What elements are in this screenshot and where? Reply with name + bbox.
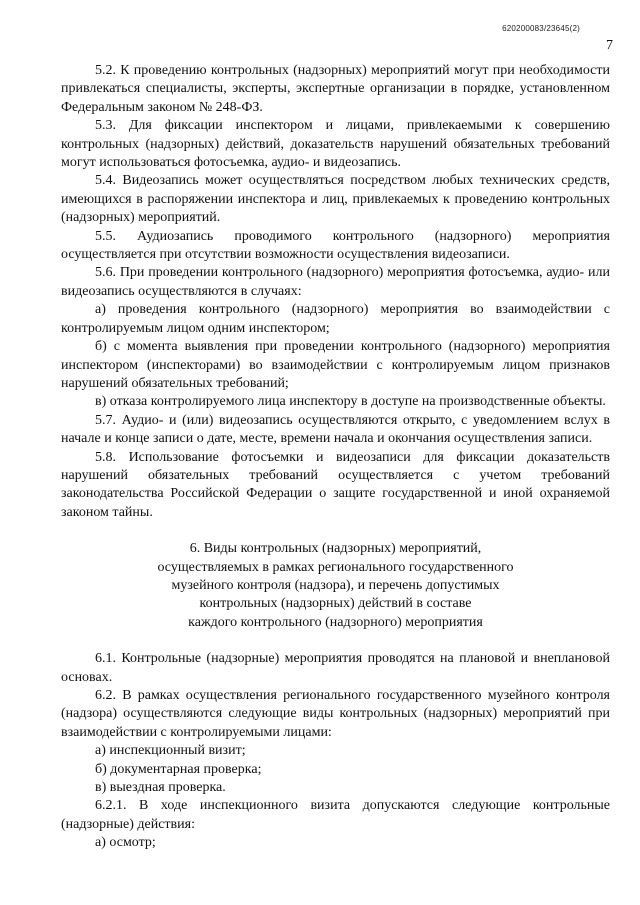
- document-body: [61, 62, 610, 853]
- paragraph-5-3: 5.3. Для фиксации инспектором и лицами, привлекаемыми к совершению контрольных (надзорных) действий, доказательств нарушений обязательных требований могут использоваться фотосъемка, аудио- и видеозапись.: [61, 118, 610, 171]
- section-heading-line: 6. Виды контрольных (надзорных) мероприятий,: [189, 541, 482, 557]
- section-heading-line: музейного контроля (надзора), и перечень допустимых: [171, 577, 500, 593]
- paragraph-5-6-v: в) отказа контролируемого лица инспектору в доступе на производственные объекты.: [95, 394, 606, 410]
- section-heading-line: осуществляемых в рамках регионального государственного: [157, 559, 514, 575]
- paragraph-6-1: 6.1. Контрольные (надзорные) мероприятия проводятся на плановой и внеплановой основах.: [61, 651, 610, 685]
- paragraph-5-7: 5.7. Аудио- и (или) видеозапись осуществляются открыто, с уведомлением вслух в начале и конце записи о дате, месте, времени начала и окончания осуществления записи.: [61, 412, 610, 447]
- paragraph-6-2: 6.2. В рамках осуществления регионального государственного музейного контроля (надзора) осуществляются следующие виды контрольных (надзорных) мероприятий при взаимодействии с контролируемыми лицами:: [61, 688, 610, 740]
- paragraph-5-6: 5.6. При проведении контрольного (надзорного) мероприятия фотосъемка, аудио- или видеозапись осуществляются в случаях:: [61, 265, 610, 299]
- document-id: 620200083/23645(2): [502, 24, 580, 33]
- paragraph-5-8: 5.8. Использование фотосъемки и видеозаписи для фиксации доказательств нарушений обязательных требований осуществляется с учетом требований законодательства Российской Федерации о защите государственной и иной охраняемой законом тайны.: [61, 449, 610, 520]
- section-6-heading: [61, 540, 610, 632]
- paragraph-5-4: 5.4. Видеозапись может осуществляться посредством любых технических средств, имеющихся в распоряжении инспектора и лиц, привлекаемых к проведению контрольных (надзорных) мероприятий.: [61, 173, 610, 226]
- section-heading-line: каждого контрольного (надзорного) мероприятия: [188, 614, 483, 630]
- section-heading-line: контрольных (надзорных) действий в составе: [199, 596, 472, 612]
- paragraph-6-2-v: в) выездная проверка.: [95, 780, 226, 796]
- paragraph-5-2: 5.2. К проведению контрольных (надзорных) мероприятий могут при необходимости привлекаться специалисты, эксперты, экспертные организации в порядке, установленном Федеральным законом № 248-ФЗ.: [61, 63, 610, 115]
- paragraph-5-5: 5.5. Аудиозапись проводимого контрольного (надзорного) мероприятия осуществляется при отсутствии возможности осуществления видеозаписи.: [61, 228, 610, 263]
- paragraph-5-6-a: а) проведения контрольного (надзорного) мероприятия во взаимодействии с контролируемым лицом одним инспектором;: [61, 302, 610, 336]
- page-number: 7: [606, 38, 613, 53]
- paragraph-6-2-a: а) инспекционный визит;: [95, 743, 246, 759]
- paragraph-6-2-1-a: а) осмотр;: [95, 835, 156, 851]
- paragraph-5-6-b: б) с момента выявления при проведении контрольного (надзорного) мероприятия инспектором (инспекторами) во взаимодействии с контролируемым лицом признаков нарушений обязательных требований;: [61, 339, 610, 391]
- paragraph-6-2-1: 6.2.1. В ходе инспекционного визита допускаются следующие контрольные (надзорные) действия:: [61, 798, 610, 832]
- paragraph-6-2-b: б) документарная проверка;: [95, 761, 262, 777]
